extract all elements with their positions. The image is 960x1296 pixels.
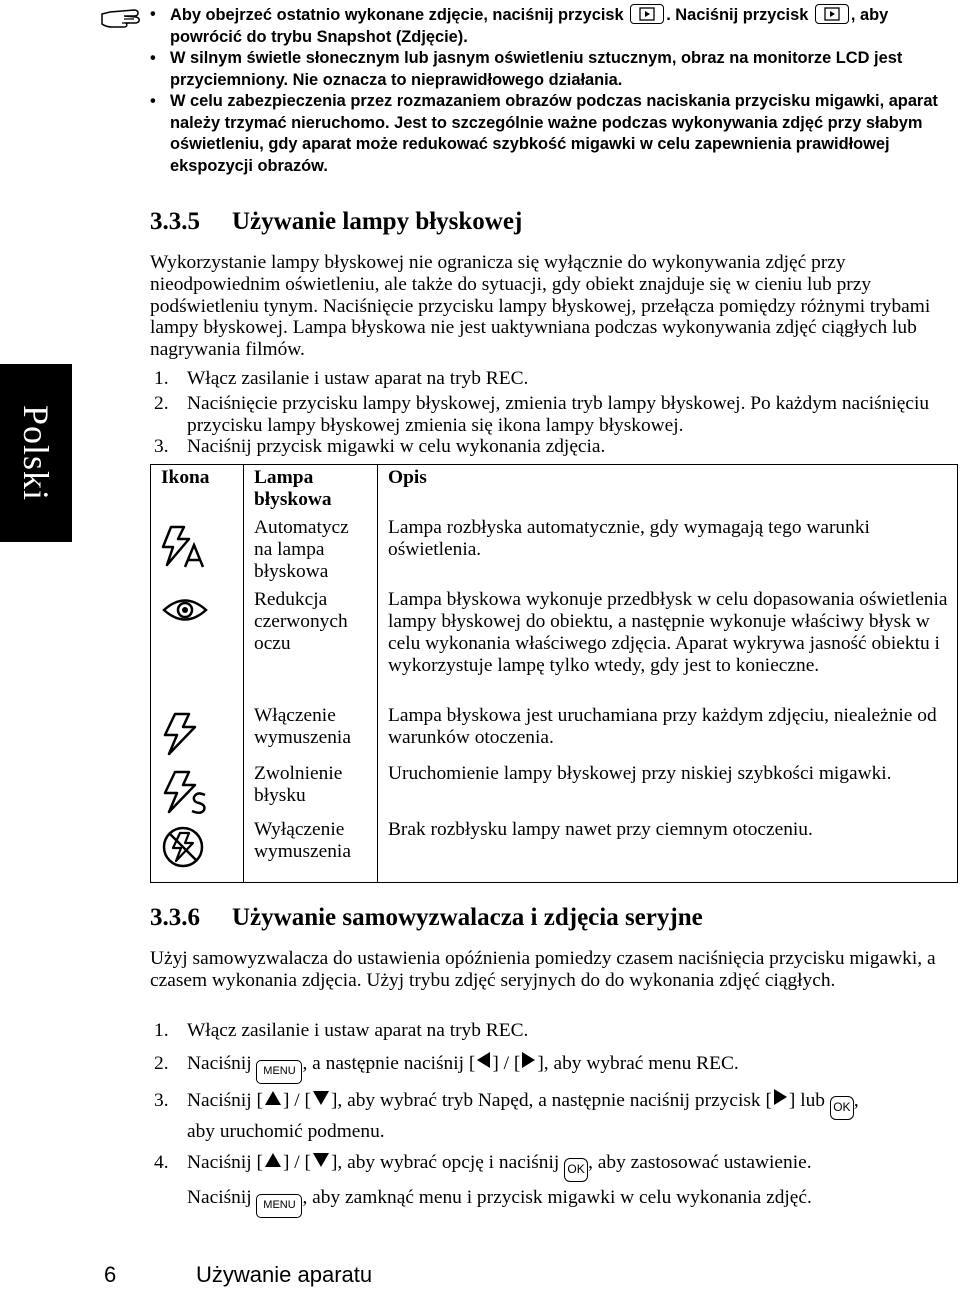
- mode-description: Brak rozbłysku lampy nawet przy ciemnym otoczeniu.: [378, 819, 958, 883]
- step-text: Włącz zasilanie i ustaw aparat na tryb REC.: [187, 1020, 529, 1041]
- text: Naciśnij [: [187, 1090, 263, 1111]
- section-number: 3.3.6: [150, 904, 200, 931]
- menu-key-icon: MENU: [256, 1194, 302, 1218]
- mode-description: Uruchomienie lampy błyskowej przy niskiej szybkości migawki.: [378, 763, 958, 819]
- language-tab: [0, 364, 72, 542]
- step-number: 3.: [154, 436, 169, 458]
- mode-description: Lampa błyskowa wykonuje przedbłysk w celu dopasowania oświetlenia lampy błyskowej do obiektu, a następnie wykonuje właściwy błysk w celu wykonania właściwego zdjęcia. Aparat wykrywa jasność obiektu i wykorzystuje lampę tylko wtedy, gdy jest to konieczne.: [378, 589, 958, 705]
- left-arrow-icon: [477, 1052, 490, 1068]
- ok-key-icon: OK: [830, 1096, 854, 1120]
- icon-cell: [151, 705, 244, 763]
- mode-description: Lampa rozbłyska automatycznie, gdy wymagają tego warunki oświetlenia.: [378, 517, 958, 589]
- note-text: , aby powrócić do trybu Snapshot (Zdjęcie).: [170, 6, 889, 46]
- step-number: 4.: [154, 1152, 169, 1173]
- step-item: [150, 393, 960, 437]
- page-number: 6: [104, 1262, 117, 1287]
- flash-off-icon: [161, 825, 205, 869]
- column-header: Ikona: [151, 465, 244, 517]
- text: ], aby wybrać opcję i naciśnij: [330, 1152, 560, 1173]
- text: ], aby wybrać menu REC.: [537, 1053, 739, 1074]
- note-text: W silnym świetle słonecznym lub jasnym oświetleniu sztucznym, obraz na monitorze LCD jest przyciemniony. Nie oznacza to nieprawidłowego działania.: [170, 49, 903, 89]
- down-arrow-icon: [313, 1153, 329, 1167]
- playback-button-icon: [630, 4, 664, 24]
- text: Naciśnij [: [187, 1152, 263, 1173]
- note-item: [150, 4, 956, 48]
- note-text: . Naciśnij przycisk: [666, 6, 809, 24]
- section-title: Używanie samowyzwalacza i zdjęcia seryjne: [232, 904, 703, 931]
- section-title: Używanie lampy błyskowej: [232, 208, 523, 235]
- table-header-row: [151, 465, 958, 517]
- step-number: 2.: [154, 392, 169, 414]
- text: , a następnie naciśnij [: [302, 1053, 476, 1074]
- note-item: [150, 48, 956, 91]
- mode-name: Włączenie wymuszenia: [244, 705, 378, 763]
- right-arrow-icon: [522, 1052, 535, 1068]
- text: aby uruchomić podmenu.: [187, 1121, 385, 1142]
- step-text: [187, 1089, 959, 1144]
- text: Naciśnij: [187, 1053, 252, 1074]
- column-header: Opis: [378, 465, 958, 517]
- text: ], aby wybrać tryb Napęd, a następnie naciśnij przycisk [: [330, 1090, 772, 1111]
- text: ] lub: [788, 1090, 826, 1111]
- notes-list: [150, 4, 956, 177]
- chapter-title: Używanie aparatu: [196, 1262, 373, 1287]
- section-heading: [150, 904, 703, 932]
- up-arrow-icon: [265, 1153, 281, 1167]
- slow-sync-icon: [161, 769, 211, 815]
- table-row: [151, 705, 958, 763]
- mode-description: Lampa błyskowa jest uruchamiana przy każdym zdjęciu, nieależnie od warunków otoczenia.: [378, 705, 958, 763]
- text: ] / [: [492, 1053, 521, 1074]
- step-number: 1.: [154, 368, 169, 389]
- table-row: [151, 763, 958, 819]
- language-tab-label: Polski: [16, 404, 56, 502]
- down-arrow-icon: [313, 1091, 329, 1105]
- menu-key-icon: MENU: [256, 1060, 302, 1084]
- flash-on-icon: [161, 711, 201, 757]
- red-eye-icon: [161, 595, 209, 625]
- section-intro: Wykorzystanie lampy błyskowej nie ogranicza się wyłącznie do wykonywania zdjęć przy nieodpowiednim oświetleniu, ale także do sytuacji, gdy obiekt znajduje się w cieniu lub przy podświetleniu tynym. Naciśnięcie przycisku lampy błyskowej, przełącza pomiędzy różnymi trybami lampy błyskowej. Lampa błyskowa nie jest uaktywniana podczas wykonywania zdjęć ciągłych lub nagrywania filmów.: [150, 252, 931, 361]
- text: ] / [: [282, 1090, 311, 1111]
- table-row: [151, 517, 958, 589]
- mode-name: Redukcja czerwonych oczu: [244, 589, 378, 705]
- text: , aby zastosować ustawienie.: [588, 1152, 812, 1173]
- step-number: 1.: [154, 1020, 169, 1041]
- step-item: [150, 368, 960, 390]
- step-text: Naciśnij przycisk migawki w celu wykonania zdjęcia.: [187, 436, 606, 458]
- table-row: [151, 589, 958, 705]
- step-text: [187, 1151, 959, 1182]
- right-arrow-icon: [774, 1089, 787, 1105]
- icon-cell: [151, 763, 244, 819]
- mode-name: Automatycz na lampa błyskowa: [244, 517, 378, 589]
- step-number: 3.: [154, 1090, 169, 1111]
- text: ] / [: [282, 1152, 311, 1173]
- note-text: Aby obejrzeć ostatnio wykonane zdjęcie, naciśnij przycisk: [170, 6, 624, 24]
- steps-list: [150, 368, 960, 458]
- up-arrow-icon: [265, 1091, 281, 1105]
- pointing-hand-icon: [100, 6, 142, 30]
- icon-cell: [151, 517, 244, 589]
- table-row: [151, 819, 958, 883]
- text: , aby zamknąć menu i przycisk migawki w celu wykonania zdjęć.: [302, 1187, 812, 1208]
- step-text: Włącz zasilanie i ustaw aparat na tryb REC.: [187, 368, 529, 389]
- text: Naciśnij: [187, 1187, 252, 1208]
- section-number: 3.3.5: [150, 208, 200, 235]
- icon-cell: [151, 589, 244, 705]
- text: ,: [853, 1090, 859, 1111]
- mode-name: Wyłączenie wymuszenia: [244, 819, 378, 883]
- step-text: [187, 1186, 959, 1218]
- step-item: [150, 436, 960, 458]
- flash-mode-table: [150, 464, 958, 883]
- step-number: 2.: [154, 1053, 169, 1074]
- flash-auto-icon: [161, 523, 211, 571]
- note-text: W celu zabezpieczenia przez rozmazaniem obrazów podczas naciskania przycisku migawki, aparat należy trzymać nieruchomo. Jest to szczególnie ważne podczas wykonywania zdjęć przy słabym oświetleniu, gdy aparat może redukować szybkość migawki w celu zapewnienia prawidłowej ekspozycji obrazów.: [170, 92, 938, 175]
- section-intro: Użyj samowyzwalacza do ustawienia opóźnienia pomiedzy czasem naciśnięcia przycisku migawki, a czasem wykonania zdjęcia. Użyj trybu zdjęć seryjnych do do wykonania zdjęć ciągłych.: [150, 948, 936, 991]
- note-item: [150, 91, 956, 177]
- section-heading: [150, 208, 522, 236]
- ok-key-icon: OK: [564, 1158, 588, 1182]
- playback-button-icon: [815, 4, 849, 24]
- column-header: Lampa błyskowa: [244, 465, 378, 517]
- icon-cell: [151, 819, 244, 883]
- mode-name: Zwolnienie błysku: [244, 763, 378, 819]
- step-text: [187, 1052, 959, 1084]
- step-text: Naciśnięcie przycisku lampy błyskowej, zmienia tryb lampy błyskowej. Po każdym naciśnięciu przycisku lampy błyskowej zmienia się ikona lampy błyskowej.: [187, 392, 930, 436]
